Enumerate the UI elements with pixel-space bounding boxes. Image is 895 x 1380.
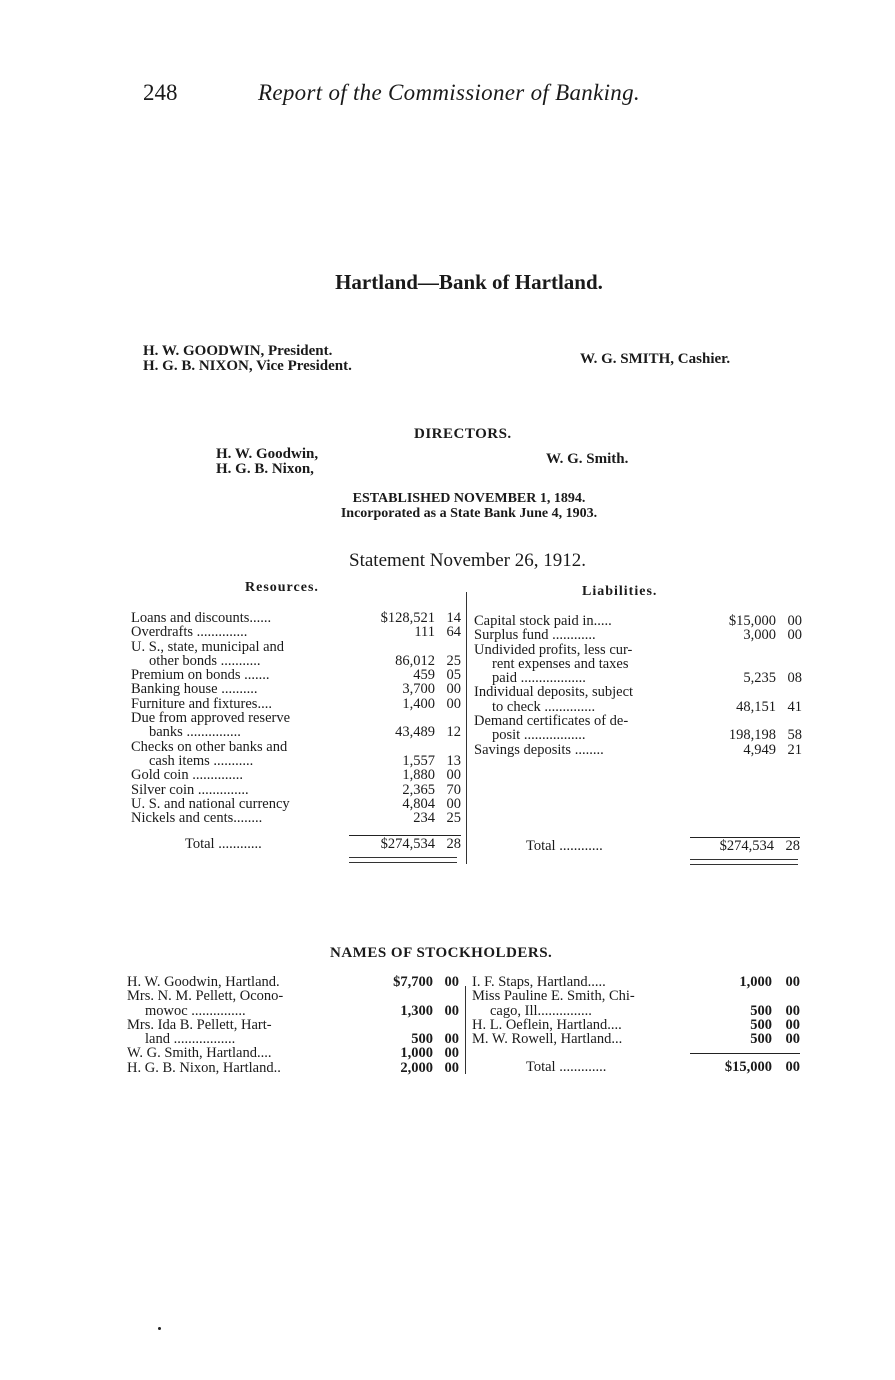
- row-cents: 00: [787, 613, 802, 629]
- row-label: W. G. Smith, Hartland....: [127, 1046, 272, 1061]
- total-rule: [690, 1053, 800, 1054]
- total-amount: $274,534: [380, 836, 435, 852]
- row-label: Silver coin ..............: [131, 782, 249, 797]
- row-label: Demand certificates of de-: [474, 714, 629, 729]
- row-amount: 43,489: [395, 724, 435, 741]
- resource-row: [131, 740, 461, 754]
- row-cents: 14: [446, 610, 461, 626]
- row-label: Due from approved reserve: [131, 711, 291, 726]
- row-label: rent expenses and taxes: [492, 656, 629, 672]
- total-label: Total ............: [185, 836, 262, 852]
- directors-heading: DIRECTORS.: [414, 426, 512, 442]
- row-cents: 00: [444, 1031, 459, 1048]
- row-label: Surplus fund ............: [474, 628, 596, 643]
- row-amount: $128,521: [380, 610, 435, 626]
- row-amount: 234: [413, 810, 435, 827]
- liability-row: [474, 657, 802, 671]
- vice-president-line: H. G. B. NIXON, Vice President.: [143, 358, 352, 374]
- row-cents: 64: [446, 624, 461, 641]
- row-amount: 4,804: [402, 795, 435, 812]
- row-label: other bonds ...........: [149, 653, 261, 669]
- resource-row: [131, 697, 461, 711]
- row-label: Undivided profits, less cur-: [474, 642, 633, 657]
- row-label: to check ..............: [492, 699, 596, 715]
- row-amount: [696, 685, 776, 699]
- row-cents: 70: [446, 781, 461, 798]
- row-amount: 5,235: [743, 670, 776, 687]
- row-label: Overdrafts ..............: [131, 625, 248, 640]
- resources-total-row: [185, 835, 461, 853]
- resource-row: [131, 797, 461, 811]
- stockholder-row: [127, 1032, 459, 1046]
- stockholders-left-table: [127, 975, 459, 1075]
- director-name: H. W. Goodwin,: [216, 446, 319, 462]
- row-label: paid ..................: [492, 671, 586, 686]
- row-amount: 1,400: [402, 695, 435, 712]
- resource-row: [131, 725, 461, 739]
- liabilities-heading: Liabilities.: [582, 584, 658, 599]
- stockholder-row: [472, 989, 800, 1003]
- row-amount: [349, 711, 435, 725]
- total-cents: 28: [785, 838, 800, 854]
- row-cents: 00: [446, 795, 461, 812]
- row-amount: [349, 740, 435, 754]
- stockholder-row: [127, 989, 459, 1003]
- row-label: U. S., state, municipal and: [131, 639, 285, 654]
- resource-row: [131, 754, 461, 768]
- stockholder-row: [472, 975, 800, 989]
- stockholder-row: [127, 1061, 459, 1075]
- liability-row: [474, 728, 802, 742]
- row-amount: 1,880: [402, 767, 435, 784]
- row-label: posit .................: [492, 728, 586, 743]
- stockholder-row: [127, 975, 459, 989]
- row-amount: 1,000: [400, 1045, 433, 1062]
- row-amount: 3,000: [743, 627, 776, 644]
- row-label: I. F. Staps, Hartland.....: [472, 975, 606, 990]
- row-cents: 00: [446, 767, 461, 784]
- bank-title: Hartland—Bank of Hartland.: [335, 270, 603, 294]
- row-cents: 00: [444, 974, 459, 990]
- directors-left: [216, 447, 318, 477]
- row-cents: [776, 643, 802, 657]
- resource-row: [131, 783, 461, 797]
- established-line: ESTABLISHED NOVEMBER 1, 1894.: [352, 491, 586, 506]
- print-speck: [158, 1327, 161, 1330]
- row-amount: [361, 989, 433, 1003]
- stockholder-row: [127, 1018, 459, 1032]
- row-amount: 48,151: [736, 698, 776, 715]
- row-amount: $7,700: [393, 974, 433, 990]
- row-cents: 00: [787, 627, 802, 644]
- stockholder-row: [472, 1018, 800, 1032]
- total-label: Total ............: [526, 838, 603, 854]
- row-amount: 500: [411, 1031, 433, 1048]
- liability-row: [474, 743, 802, 757]
- row-cents: [776, 714, 802, 728]
- resource-row: [131, 654, 461, 668]
- page-number: 248: [143, 80, 178, 105]
- row-amount: 2,365: [402, 781, 435, 798]
- row-cents: 00: [785, 974, 800, 990]
- row-cents: 12: [446, 724, 461, 741]
- row-label: M. W. Rowell, Hartland...: [472, 1032, 623, 1047]
- row-cents: 08: [787, 670, 802, 687]
- stockholder-row: [472, 1004, 800, 1018]
- statement-date: Statement November 26, 1912.: [349, 550, 586, 571]
- stockholders-right-table: [472, 975, 800, 1046]
- row-label: H. W. Goodwin, Hartland.: [127, 975, 280, 990]
- director-name: H. G. B. Nixon,: [216, 461, 314, 477]
- row-amount: $15,000: [728, 613, 776, 629]
- row-label: Mrs. Ida B. Pellett, Hart-: [127, 1017, 272, 1033]
- stockholders-total-row: [526, 1059, 800, 1076]
- resources-heading: Resources.: [245, 580, 319, 595]
- stockholder-row: [127, 1004, 459, 1018]
- resource-row: [131, 625, 461, 639]
- liability-row: [474, 628, 802, 642]
- row-label: Loans and discounts......: [131, 611, 272, 626]
- resource-row: [131, 711, 461, 725]
- total-amount: $274,534: [719, 838, 774, 854]
- president-line: H. W. GOODWIN, President.: [143, 343, 333, 359]
- resource-row: [131, 811, 461, 825]
- column-divider: [466, 592, 467, 864]
- row-cents: [433, 1018, 459, 1032]
- total-cents: 00: [785, 1059, 800, 1075]
- liability-row: [474, 671, 802, 685]
- row-amount: [696, 657, 776, 671]
- resource-row: [131, 640, 461, 654]
- row-amount: 4,949: [743, 741, 776, 758]
- row-label: Capital stock paid in.....: [474, 614, 612, 629]
- row-amount: 1,000: [739, 974, 772, 990]
- row-label: banks ...............: [149, 725, 241, 740]
- row-cents: 25: [446, 810, 461, 827]
- established-block: [0, 491, 895, 521]
- liability-row: [474, 700, 802, 714]
- stockholder-row: [472, 1032, 800, 1046]
- row-label: Miss Pauline E. Smith, Chi-: [472, 989, 635, 1004]
- row-amount: [361, 1018, 433, 1032]
- row-label: Individual deposits, subject: [474, 685, 634, 700]
- total-label: Total .............: [526, 1059, 607, 1075]
- row-amount: 459: [413, 667, 435, 684]
- row-cents: 00: [785, 1031, 800, 1048]
- row-label: Premium on bonds .......: [131, 668, 270, 683]
- liabilities-total-row: [526, 837, 800, 855]
- row-label: mowoc ...............: [145, 1003, 246, 1018]
- row-cents: 21: [787, 741, 802, 758]
- liability-row: [474, 643, 802, 657]
- row-cents: [776, 685, 802, 699]
- row-cents: 00: [785, 1016, 800, 1033]
- stockholder-row: [127, 1046, 459, 1060]
- row-cents: 00: [444, 1059, 459, 1076]
- row-label: Savings deposits ........: [474, 742, 604, 757]
- row-amount: 198,198: [728, 727, 776, 744]
- cashier-line: W. G. SMITH, Cashier.: [580, 351, 731, 367]
- row-amount: 500: [750, 1031, 772, 1048]
- liability-row: [474, 685, 802, 699]
- resource-row: [131, 768, 461, 782]
- row-cents: [433, 989, 459, 1003]
- resource-row: [131, 611, 461, 625]
- resource-row: [131, 668, 461, 682]
- row-amount: 500: [750, 1016, 772, 1033]
- row-cents: [435, 711, 461, 725]
- row-amount: [694, 989, 772, 1003]
- row-cents: 00: [444, 1002, 459, 1019]
- row-amount: 86,012: [395, 652, 435, 669]
- row-label: H. L. Oeflein, Hartland....: [472, 1017, 622, 1033]
- row-amount: 1,300: [400, 1002, 433, 1019]
- row-cents: 00: [446, 681, 461, 698]
- row-amount: 1,557: [402, 752, 435, 769]
- liability-row: [474, 714, 802, 728]
- row-cents: 00: [444, 1045, 459, 1062]
- incorporated-line: Incorporated as a State Bank June 4, 1903.: [340, 506, 598, 521]
- row-cents: [776, 657, 802, 671]
- resource-row: [131, 682, 461, 696]
- row-cents: 13: [446, 752, 461, 769]
- column-divider: [465, 986, 466, 1074]
- row-label: Mrs. N. M. Pellett, Ocono-: [127, 989, 284, 1004]
- row-cents: 58: [787, 727, 802, 744]
- row-label: Nickels and cents........: [131, 811, 263, 826]
- liability-row: [474, 614, 802, 628]
- row-label: U. S. and national currency: [131, 796, 290, 812]
- row-amount: 500: [750, 1002, 772, 1019]
- running-title: Report of the Commissioner of Banking.: [258, 80, 640, 105]
- row-cents: 05: [446, 667, 461, 684]
- double-rule: [690, 859, 798, 865]
- liabilities-table: [474, 614, 802, 757]
- row-label: Furniture and fixtures....: [131, 696, 272, 712]
- double-rule: [349, 857, 457, 863]
- total-amount: $15,000: [724, 1059, 772, 1075]
- row-label: H. G. B. Nixon, Hartland..: [127, 1060, 281, 1076]
- officers-left: [143, 344, 352, 374]
- row-amount: [696, 714, 776, 728]
- row-amount: 111: [414, 624, 435, 641]
- row-label: cago, Ill...............: [490, 1003, 592, 1018]
- row-amount: 2,000: [400, 1059, 433, 1076]
- row-label: Gold coin ..............: [131, 768, 243, 783]
- row-cents: [435, 740, 461, 754]
- row-cents: 00: [785, 1002, 800, 1019]
- row-cents: [435, 640, 461, 654]
- row-amount: 3,700: [402, 681, 435, 698]
- row-cents: 41: [787, 698, 802, 715]
- row-label: cash items ...........: [149, 753, 254, 769]
- row-amount: [696, 643, 776, 657]
- row-label: Banking house ..........: [131, 682, 258, 697]
- row-cents: 00: [446, 695, 461, 712]
- row-cents: 25: [446, 652, 461, 669]
- row-label: Checks on other banks and: [131, 739, 288, 754]
- row-label: land .................: [145, 1032, 236, 1047]
- director-name: W. G. Smith.: [546, 451, 629, 467]
- row-cents: [772, 989, 800, 1003]
- resources-table: [131, 611, 461, 825]
- row-amount: [349, 640, 435, 654]
- total-cents: 28: [446, 836, 461, 852]
- stockholders-heading: NAMES OF STOCKHOLDERS.: [330, 945, 553, 961]
